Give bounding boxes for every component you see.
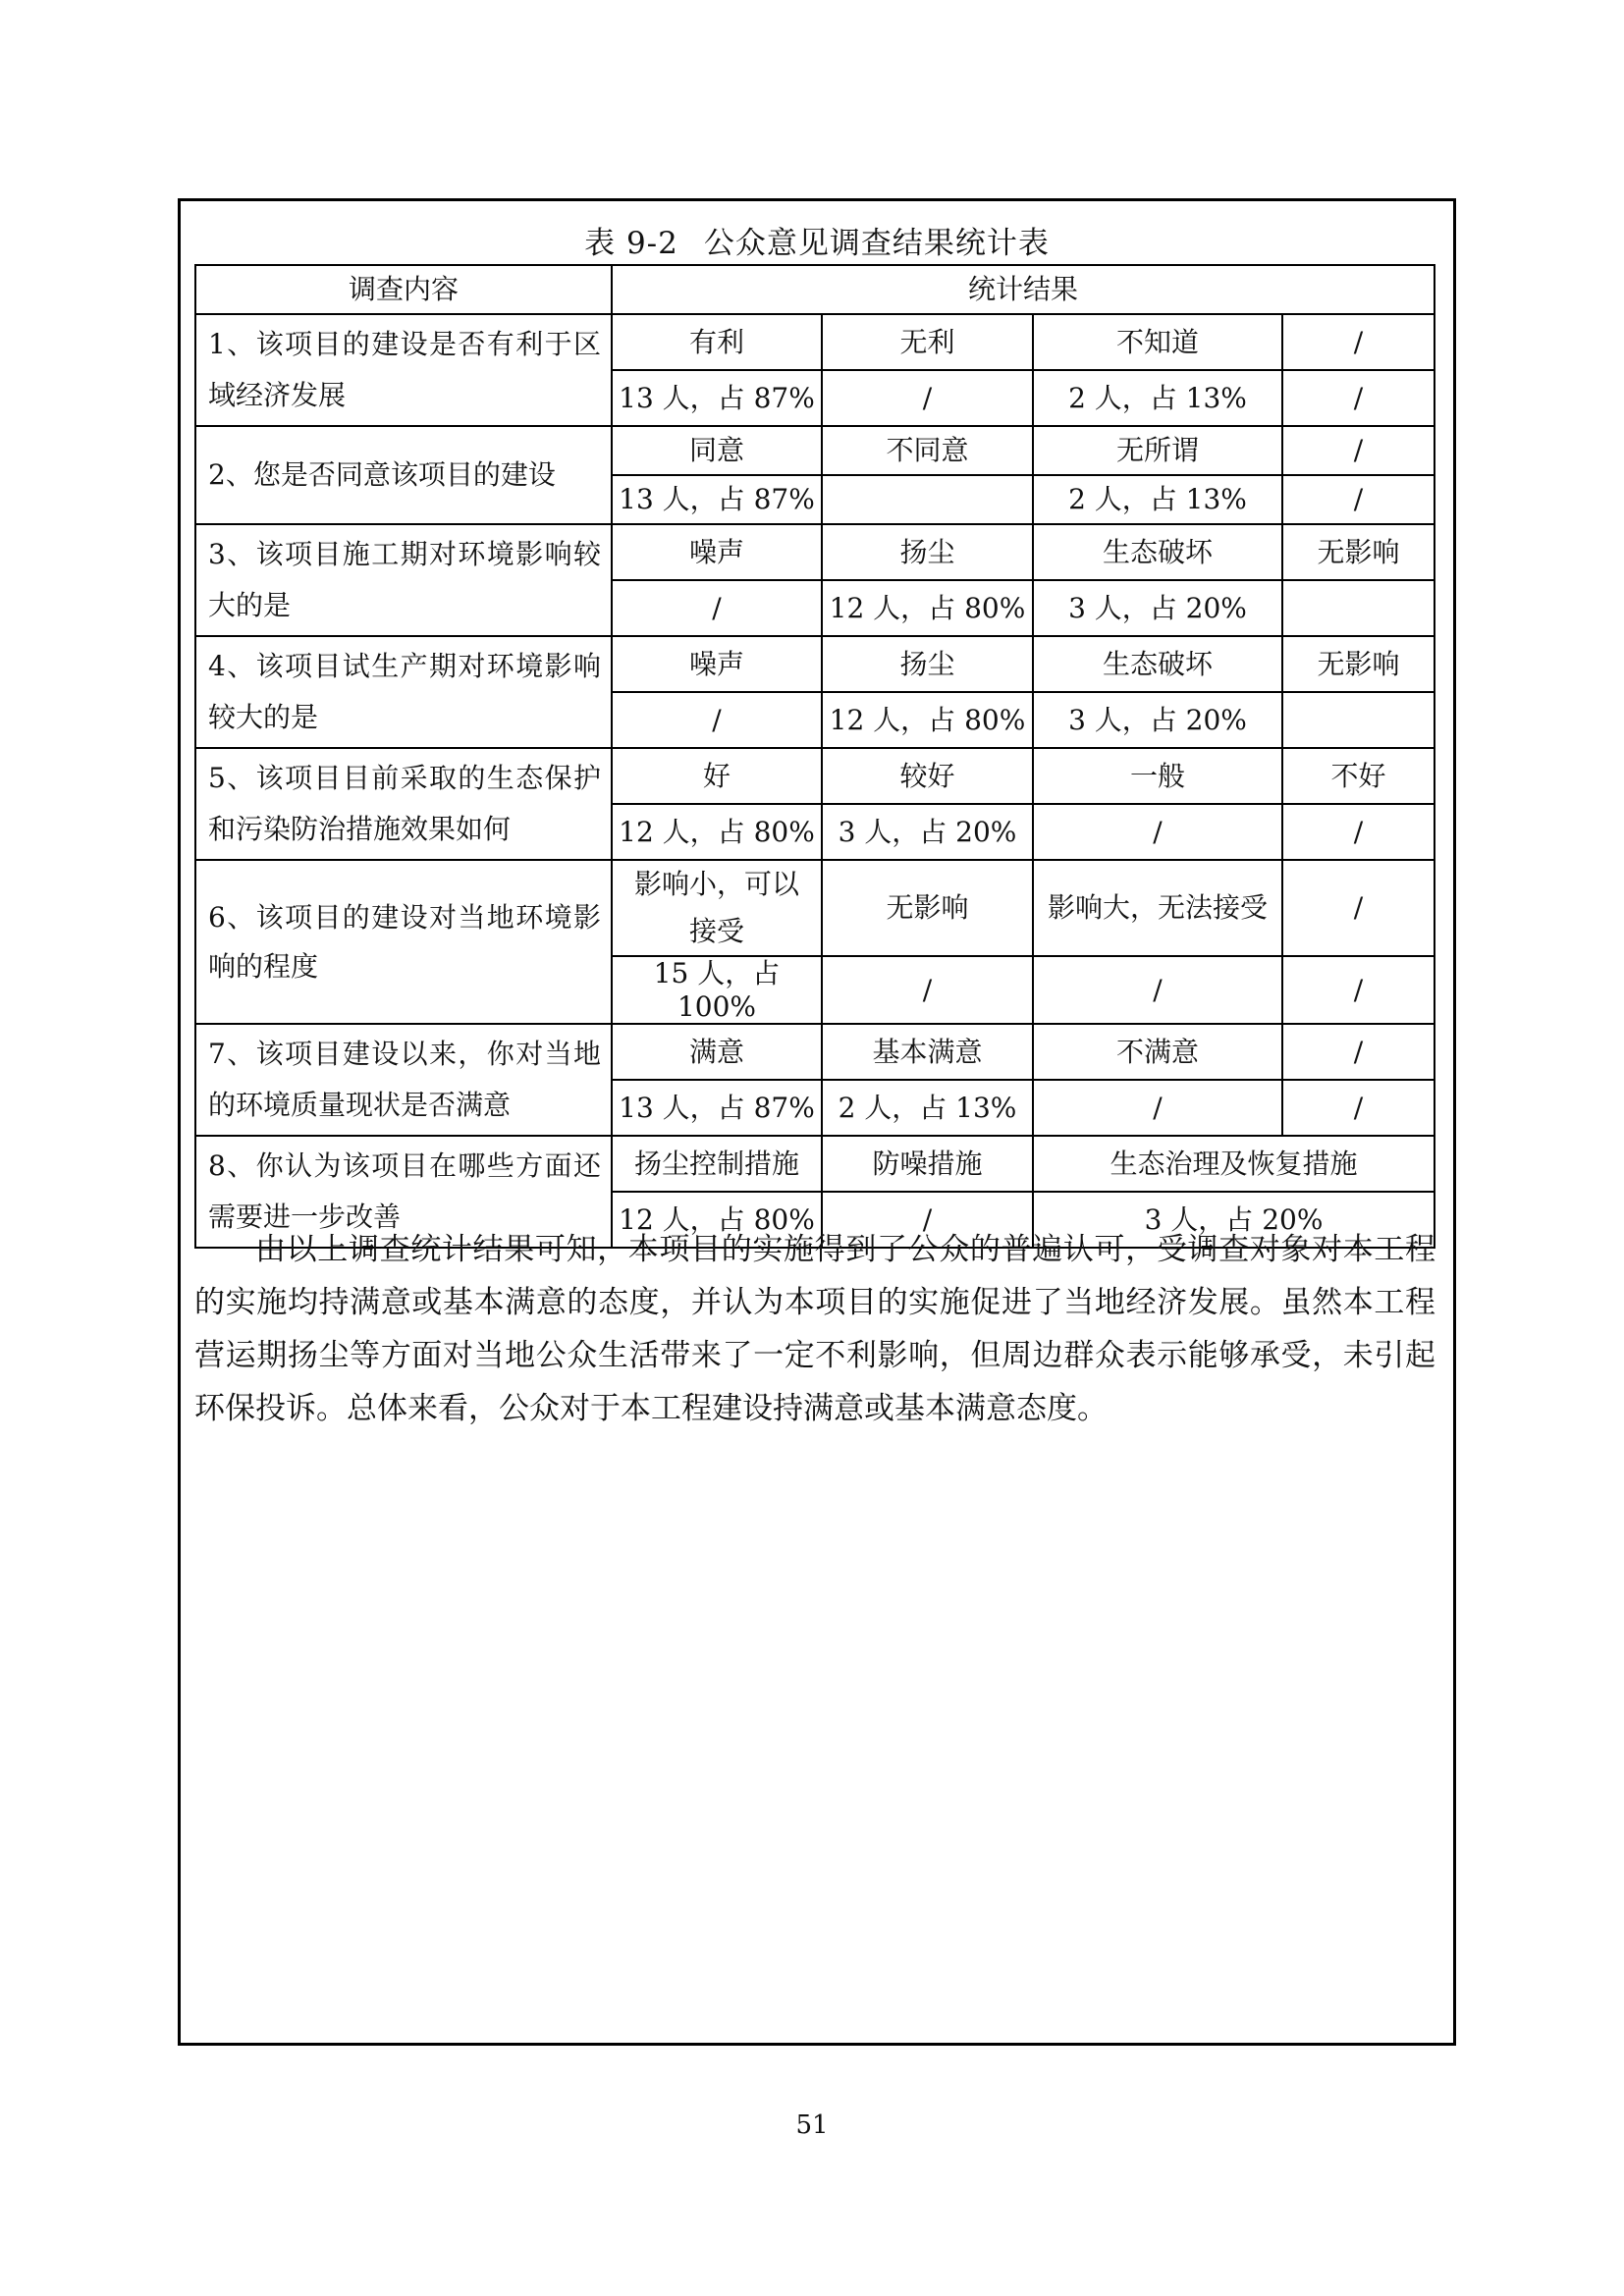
option-cell: 防噪措施 (822, 1136, 1033, 1192)
result-cell: 3 人，占 20% (1033, 580, 1282, 636)
question-1: 1、该项目的建设是否有利于区域经济发展 (195, 314, 612, 426)
result-cell: 12 人，占 80% (822, 692, 1033, 748)
option-cell: 生态破坏 (1033, 524, 1282, 580)
result-cell: 12 人，占 80% (612, 804, 822, 860)
question-2: 2、您是否同意该项目的建设 (195, 426, 612, 524)
result-cell: / (1282, 804, 1435, 860)
option-cell: 不好 (1282, 748, 1435, 804)
question-4: 4、该项目试生产期对环境影响较大的是 (195, 636, 612, 748)
result-cell: 12 人，占 80% (612, 1192, 822, 1248)
option-cell: 扬尘 (822, 524, 1033, 580)
page-number: 51 (795, 2110, 829, 2140)
result-cell: 13 人，占 87% (612, 475, 822, 524)
result-cell: 2 人，占 13% (1033, 475, 1282, 524)
table-row (195, 860, 1435, 956)
option-cell: 噪声 (612, 524, 822, 580)
question-3: 3、该项目施工期对环境影响较大的是 (195, 524, 612, 636)
option-cell: / (1282, 1024, 1435, 1080)
table-caption (181, 218, 1453, 262)
option-cell: 同意 (612, 426, 822, 475)
option-cell: 无利 (822, 314, 1033, 370)
option-cell: 影响小，可以接受 (612, 860, 822, 956)
conclusion-paragraph: 由以上调查统计结果可知，本项目的实施得到了公众的普遍认可，受调查对象对本工程的实施均持满意或基本满意的态度，并认为本项目的实施促进了当地经济发展。虽然本工程营运期扬尘等方面对当地公众生活带来了一定不利影响，但周边群众表示能够承受，未引起环保投诉。总体来看，公众对于本工程建设持满意或基本满意态度。 (194, 1232, 1435, 1426)
header-statistics-result: 统计结果 (612, 265, 1435, 314)
result-cell: / (1033, 956, 1282, 1024)
result-cell (1282, 580, 1435, 636)
result-cell: / (1282, 956, 1435, 1024)
result-cell: / (822, 1192, 1033, 1248)
option-cell: 有利 (612, 314, 822, 370)
content-frame (178, 198, 1456, 2046)
option-cell: / (1282, 314, 1435, 370)
result-cell: 3 人，占 20% (1033, 1192, 1435, 1248)
result-cell: / (1282, 1080, 1435, 1136)
result-cell (1282, 692, 1435, 748)
option-cell: 生态治理及恢复措施 (1033, 1136, 1435, 1192)
result-cell: / (822, 370, 1033, 426)
result-cell: / (1033, 1080, 1282, 1136)
table-row (195, 426, 1435, 475)
option-cell: 无影响 (1282, 524, 1435, 580)
survey-results-table (194, 264, 1435, 1249)
option-cell: 不知道 (1033, 314, 1282, 370)
question-7: 7、该项目建设以来，你对当地的环境质量现状是否满意 (195, 1024, 612, 1136)
option-cell: 基本满意 (822, 1024, 1033, 1080)
header-survey-content: 调查内容 (195, 265, 612, 314)
option-cell: 好 (612, 748, 822, 804)
option-cell: / (1282, 426, 1435, 475)
result-cell: 13 人，占 87% (612, 1080, 822, 1136)
option-cell: 满意 (612, 1024, 822, 1080)
result-cell: 2 人，占 13% (1033, 370, 1282, 426)
table-header-row (195, 265, 1435, 314)
result-cell: 2 人，占 13% (822, 1080, 1033, 1136)
result-cell: / (1033, 804, 1282, 860)
option-cell: 一般 (1033, 748, 1282, 804)
option-cell: 无影响 (1282, 636, 1435, 692)
option-cell: 无影响 (822, 860, 1033, 956)
option-cell: 扬尘 (822, 636, 1033, 692)
result-cell: 12 人，占 80% (822, 580, 1033, 636)
question-6: 6、该项目的建设对当地环境影响的程度 (195, 860, 612, 1024)
option-cell: 较好 (822, 748, 1033, 804)
result-cell: / (1282, 370, 1435, 426)
result-cell: 3 人，占 20% (822, 804, 1033, 860)
table-row (195, 524, 1435, 580)
result-cell: 13 人，占 87% (612, 370, 822, 426)
option-cell: 不满意 (1033, 1024, 1282, 1080)
question-5: 5、该项目目前采取的生态保护和污染防治措施效果如何 (195, 748, 612, 860)
result-cell: / (822, 956, 1033, 1024)
question-8: 8、你认为该项目在哪些方面还需要进一步改善 (195, 1136, 612, 1248)
option-cell: 无所谓 (1033, 426, 1282, 475)
result-cell (822, 475, 1033, 524)
table-row (195, 1024, 1435, 1080)
table-row (195, 314, 1435, 370)
option-cell: 生态破坏 (1033, 636, 1282, 692)
result-cell: 3 人，占 20% (1033, 692, 1282, 748)
option-cell: / (1282, 860, 1435, 956)
option-cell: 扬尘控制措施 (612, 1136, 822, 1192)
table-caption-number: 表 9-2 (584, 226, 678, 261)
table-caption-title: 公众意见调查结果统计表 (703, 226, 1050, 261)
table-row (195, 1136, 1435, 1192)
option-cell: 噪声 (612, 636, 822, 692)
result-cell: / (1282, 475, 1435, 524)
result-cell: / (612, 580, 822, 636)
table-row (195, 748, 1435, 804)
option-cell: 影响大，无法接受 (1033, 860, 1282, 956)
option-cell: 不同意 (822, 426, 1033, 475)
result-cell: / (612, 692, 822, 748)
table-row (195, 636, 1435, 692)
result-cell: 15 人，占 100% (612, 956, 822, 1024)
